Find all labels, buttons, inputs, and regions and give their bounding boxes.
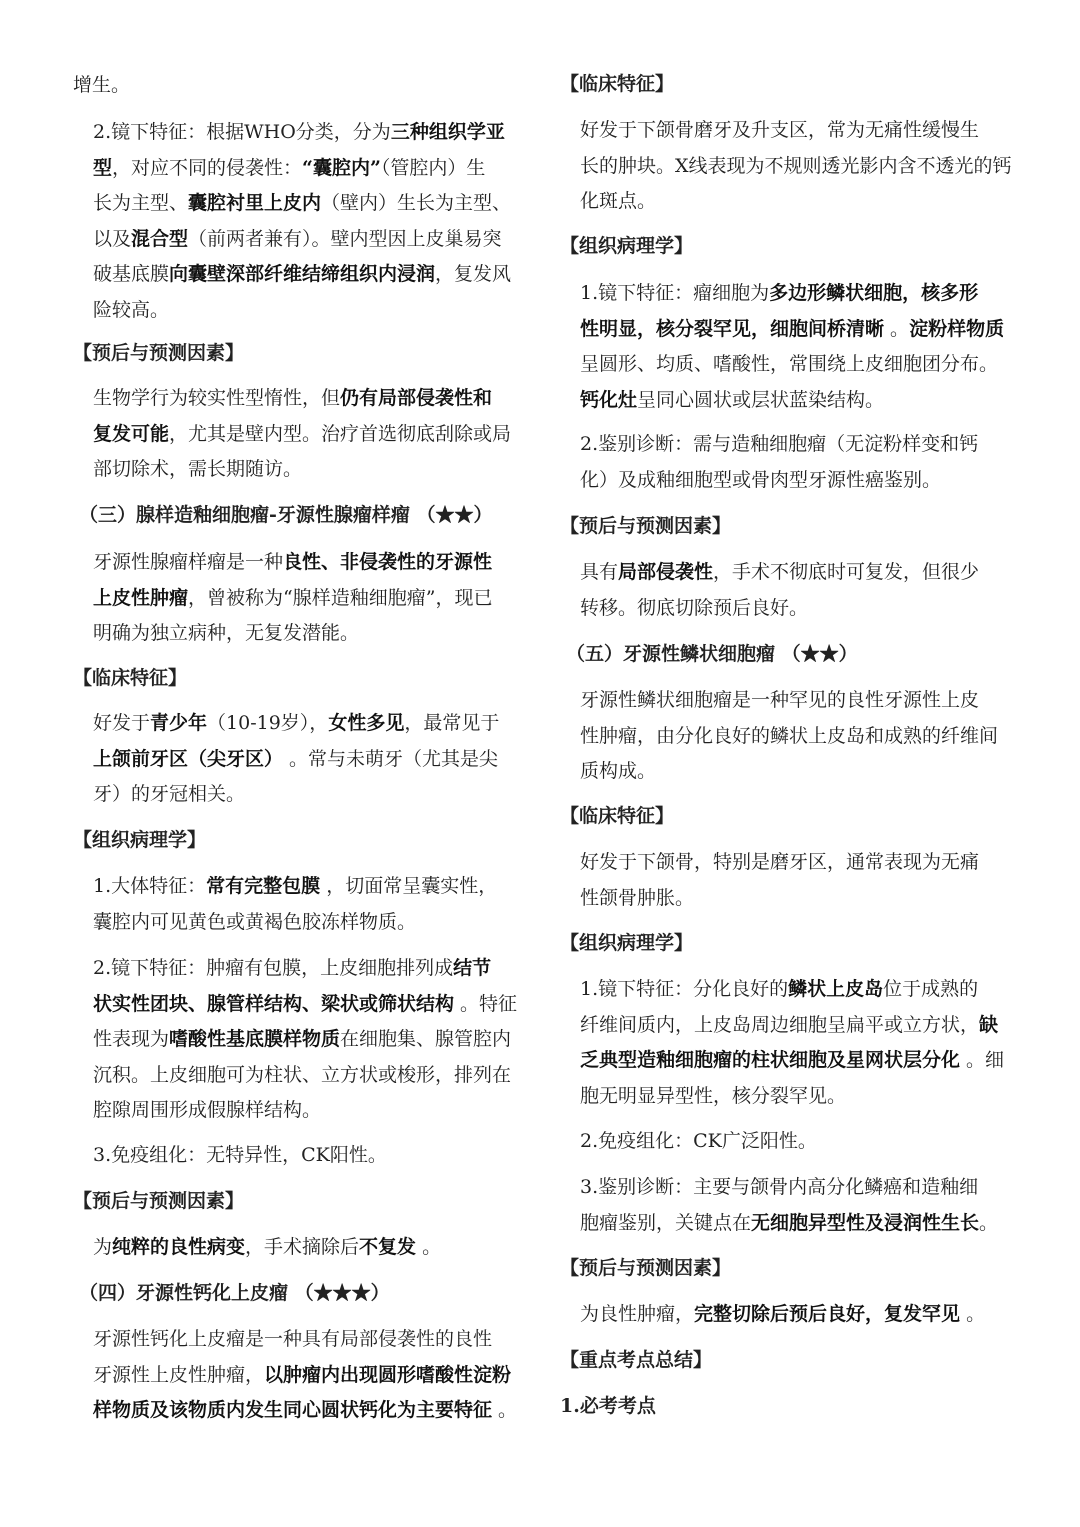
text-line <box>93 186 543 222</box>
text-run: ，切面常呈囊实性， <box>320 875 498 897</box>
paragraph <box>73 1230 543 1266</box>
text-run: 胞瘤鉴别，关键点在 <box>580 1211 752 1234</box>
text-run: 破基底膜 <box>93 263 170 285</box>
text-run: 1.大体特征： <box>93 875 207 897</box>
text-run: 部切除术，需长期随访。 <box>93 458 303 480</box>
text-line <box>580 719 1030 755</box>
text-line <box>580 276 1030 312</box>
text-run: （前两者兼有）。壁内型因上皮巢易突 <box>188 227 502 250</box>
text-line <box>580 427 1030 463</box>
text-run: 呈同心圆状或层状蓝染结构。 <box>637 388 885 411</box>
text-run: 好发于下颌骨，特别是磨牙区，通常表现为无痛 <box>580 851 980 873</box>
text-run: 。 <box>492 1399 518 1421</box>
text-run: ，最常见于 <box>404 712 500 734</box>
text-run: 沉积。上皮细胞可为柱状、立方状或梭形，排列在 <box>93 1063 512 1086</box>
bold-run: 三种组织学亚 <box>390 121 505 143</box>
text-run: 质构成。 <box>580 760 657 782</box>
text-line <box>580 1297 1030 1333</box>
text-line <box>93 1230 543 1266</box>
text-line <box>93 1138 543 1174</box>
text-run: 2.免疫组化：CK广泛阳性。 <box>580 1130 817 1152</box>
text-run: 性肿瘤，由分化良好的鳞状上皮岛和成熟的纤维间 <box>580 724 999 747</box>
bold-run: 向囊壁深部纤维结缔组织内浸润 <box>169 263 436 285</box>
bold-run: 复发可能 <box>93 422 170 445</box>
text-line <box>580 1079 1030 1115</box>
section-heading: 【预后与预测因素】 <box>560 1257 732 1279</box>
text-run: 3.免疫组化：无特异性，CK阳性。 <box>93 1144 387 1166</box>
text-line <box>93 257 543 293</box>
bold-run: 多边形鳞状细胞，核多形 <box>769 282 979 304</box>
paragraph <box>73 706 543 813</box>
paragraph <box>560 1124 1030 1160</box>
section-heading: 【重点考点总结】 <box>560 1349 713 1371</box>
text-run: 长的肿块。X线表现为不规则透光影内含不透光的钙 <box>580 154 1012 177</box>
text-run: 。常与未萌牙（尤其是尖 <box>283 747 499 770</box>
text-run: （壁内）生长为主型、 <box>321 192 512 214</box>
text-line <box>93 869 543 905</box>
text-line <box>580 463 1030 499</box>
text-run: 1.镜下特征：瘤细胞为 <box>580 282 770 304</box>
text-line <box>580 1206 1030 1242</box>
bold-run: 女性多见 <box>328 712 405 734</box>
text-line <box>580 591 1030 627</box>
bold-run: 混合型 <box>131 227 189 250</box>
text-line <box>93 987 543 1023</box>
text-run: 1.镜下特征：分化良好的 <box>580 978 789 1000</box>
text-line <box>93 581 543 617</box>
section-heading: 【预后与预测因素】 <box>560 515 732 537</box>
paragraph <box>73 1138 543 1174</box>
text-line <box>580 555 1030 591</box>
bold-run: 结节 <box>453 957 492 979</box>
paragraph <box>560 555 1030 626</box>
text-run: 长为主型、 <box>93 192 189 214</box>
bold-run: 青少年 <box>150 712 208 734</box>
paragraph <box>73 68 523 104</box>
text-run: （管腔内）生 <box>380 156 486 179</box>
section-heading: 【预后与预测因素】 <box>73 342 245 364</box>
text-run: 生物学行为较实性型惰性，但 <box>93 387 341 409</box>
bold-run: 型 <box>93 156 113 179</box>
text-line <box>93 545 543 581</box>
text-run: 2.鉴别诊断：需与造釉细胞瘤（无淀粉样变和钙 <box>580 433 979 455</box>
text-line: 增生。 <box>73 74 131 96</box>
section-heading: 【组织病理学】 <box>73 829 207 851</box>
text-line <box>580 881 1030 917</box>
subsection-title: （四）牙源性钙化上皮瘤 （★★★） <box>79 1282 390 1304</box>
paragraph <box>560 113 1030 220</box>
text-run: 性表现为 <box>93 1028 170 1050</box>
text-line <box>580 184 1030 220</box>
text-line <box>580 1170 1030 1206</box>
text-run: 囊腔内可见黄色或黄褐色胶冻样物质。 <box>93 910 417 933</box>
bold-run: 状实性团块、腺管样结构、梁状或筛状结构 <box>93 992 455 1015</box>
bold-run: 缺 <box>979 1013 999 1036</box>
text-run: ，曾被称为“腺样造釉细胞瘤”，现已 <box>188 586 493 609</box>
text-run: 牙）的牙冠相关。 <box>93 783 246 805</box>
bold-run: 淀粉样物质 <box>909 317 1005 340</box>
text-line <box>580 1124 1030 1160</box>
text-run: 。 <box>416 1236 442 1258</box>
paragraph <box>73 115 543 328</box>
section-heading: 【预后与预测因素】 <box>73 1190 245 1212</box>
text-line <box>580 972 1030 1008</box>
bold-run: 局部侵袭性 <box>618 561 714 583</box>
text-line <box>580 845 1030 881</box>
text-line <box>93 1322 543 1358</box>
paragraph <box>560 1170 1030 1241</box>
text-run: 牙源性钙化上皮瘤是一种具有局部侵袭性的良性 <box>93 1328 493 1350</box>
bold-run: 乏典型造釉细胞瘤的柱状细胞及星网状层分化 <box>580 1049 961 1071</box>
bold-run: 上颌前牙区（尖牙区） <box>93 747 284 770</box>
paragraph <box>560 683 1030 790</box>
text-line <box>93 777 543 813</box>
bold-run: 样物质及该物质内发生同心圆状钙化为主要特征 <box>93 1399 493 1421</box>
text-line <box>93 1093 543 1129</box>
text-line <box>93 905 543 941</box>
text-run: 腔隙周围形成假腺样结构。 <box>93 1099 322 1121</box>
text-run: 好发于下颌骨磨牙及升支区，常为无痛性缓慢生 <box>580 119 980 141</box>
text-line <box>580 383 1030 419</box>
section-heading: 【组织病理学】 <box>560 932 694 954</box>
text-run: 呈圆形、均质、嗜酸性，常围绕上皮细胞团分布。 <box>580 353 999 375</box>
text-run: 为 <box>93 1236 113 1258</box>
text-run: 明确为独立病种，无复发潜能。 <box>93 622 360 644</box>
bold-run: 以肿瘤内出现圆形嗜酸性淀粉 <box>264 1363 512 1386</box>
text-line <box>93 151 543 187</box>
paragraph <box>560 1297 1030 1333</box>
paragraph <box>560 276 1030 418</box>
paragraph <box>73 951 543 1129</box>
paragraph <box>560 972 1030 1114</box>
text-line <box>580 347 1030 383</box>
text-run: 。特征 <box>454 992 518 1015</box>
text-run: ，复发风 <box>435 263 512 285</box>
bold-run: 嗜酸性基底膜样物质 <box>169 1028 341 1050</box>
bold-run: 鳞状上皮岛 <box>788 978 884 1000</box>
bold-run: 不复发 <box>359 1236 417 1258</box>
text-line <box>93 951 543 987</box>
text-line <box>93 293 543 329</box>
text-run: 险较高。 <box>93 298 170 321</box>
text-line <box>93 1022 543 1058</box>
text-run: 牙源性上皮性肿瘤， <box>93 1363 265 1386</box>
text-run: 在细胞集、腺管腔内 <box>340 1028 512 1050</box>
text-run: 。细 <box>960 1049 1005 1071</box>
text-line <box>93 381 543 417</box>
text-line <box>580 683 1030 719</box>
text-run: ，尤其是壁内型。治疗首选彻底刮除或局 <box>169 422 512 445</box>
paragraph <box>73 869 543 940</box>
text-run: 好发于 <box>93 712 151 734</box>
subsection-title: 1.必考考点 <box>560 1395 656 1417</box>
text-line <box>580 312 1030 348</box>
bold-run: 良性、非侵袭性的牙源性 <box>283 551 493 573</box>
text-line <box>93 452 543 488</box>
text-run: 2.镜下特征：肿瘤有包膜，上皮细胞排列成 <box>93 957 454 979</box>
section-heading: 【临床特征】 <box>560 73 675 95</box>
text-run: 胞无明显异型性，核分裂罕见。 <box>580 1084 847 1107</box>
text-run: ，手术摘除后 <box>245 1236 360 1258</box>
text-line <box>93 1393 543 1429</box>
text-run: ，手术不彻底时可复发，但很少 <box>713 561 980 583</box>
text-line <box>580 113 1030 149</box>
text-line <box>93 1058 543 1094</box>
section-heading: 【临床特征】 <box>73 667 188 689</box>
section-heading: 【组织病理学】 <box>560 235 694 257</box>
bold-run: 钙化灶 <box>580 388 638 411</box>
text-run: 纤维间质内，上皮岛周边细胞呈扁平或立方状， <box>580 1013 980 1036</box>
bold-run: 常有完整包膜 <box>206 875 321 897</box>
text-run: 化斑点。 <box>580 190 657 212</box>
text-run: 。 <box>884 317 910 340</box>
bold-run: “囊腔内” <box>302 156 381 179</box>
text-run: 化）及成釉细胞型或骨肉型牙源性癌鉴别。 <box>580 468 942 491</box>
bold-run: 囊腔衬里上皮内 <box>188 192 322 214</box>
text-line <box>93 616 543 652</box>
text-run: 2.镜下特征：根据WHO分类，分为 <box>93 121 391 143</box>
paragraph <box>73 1322 543 1429</box>
bold-run: 仍有局部侵袭性和 <box>340 387 493 409</box>
paragraph <box>73 545 543 652</box>
subsection-title: （三）腺样造釉细胞瘤-牙源性腺瘤样瘤 （★★） <box>79 504 493 526</box>
text-run: 以及 <box>93 227 132 250</box>
text-run: 牙源性鳞状细胞瘤是一种罕见的良性牙源性上皮 <box>580 689 980 711</box>
text-run: 。 <box>979 1211 999 1234</box>
text-run: 牙源性腺瘤样瘤是一种 <box>93 551 284 573</box>
text-run: 位于成熟的 <box>883 978 979 1000</box>
text-line <box>580 754 1030 790</box>
text-line <box>93 115 543 151</box>
text-line <box>93 1358 543 1394</box>
bold-run: 纯粹的良性病变 <box>112 1236 246 1258</box>
text-run: ，对应不同的侵袭性： <box>112 156 303 179</box>
section-heading: 【临床特征】 <box>560 805 675 827</box>
paragraph <box>73 381 543 488</box>
subsection-title: （五）牙源性鳞状细胞瘤 （★★） <box>566 643 858 665</box>
text-line <box>93 742 543 778</box>
text-run: 性颌骨肿胀。 <box>580 886 695 909</box>
text-run: 。 <box>960 1303 986 1325</box>
bold-run: 上皮性肿瘤 <box>93 586 189 609</box>
text-line <box>580 149 1030 185</box>
paragraph <box>560 427 1030 498</box>
text-run: 转移。彻底切除预后良好。 <box>580 596 809 619</box>
text-line <box>93 222 543 258</box>
text-run: 3.鉴别诊断：主要与颌骨内高分化鳞癌和造釉细 <box>580 1176 979 1198</box>
bold-run: 完整切除后预后良好，复发罕见 <box>694 1303 961 1325</box>
text-run: 具有 <box>580 561 619 583</box>
text-line <box>93 417 543 453</box>
text-line <box>93 706 543 742</box>
text-run: 为良性肿瘤， <box>580 1303 695 1325</box>
text-line <box>580 1008 1030 1044</box>
paragraph <box>560 845 1030 916</box>
bold-run: 无细胞异型性及浸润性生长 <box>751 1211 980 1234</box>
text-run: （10-19岁）， <box>207 712 329 734</box>
text-line <box>580 1043 1030 1079</box>
bold-run: 性明显，核分裂罕见，细胞间桥清晰 <box>580 317 885 340</box>
